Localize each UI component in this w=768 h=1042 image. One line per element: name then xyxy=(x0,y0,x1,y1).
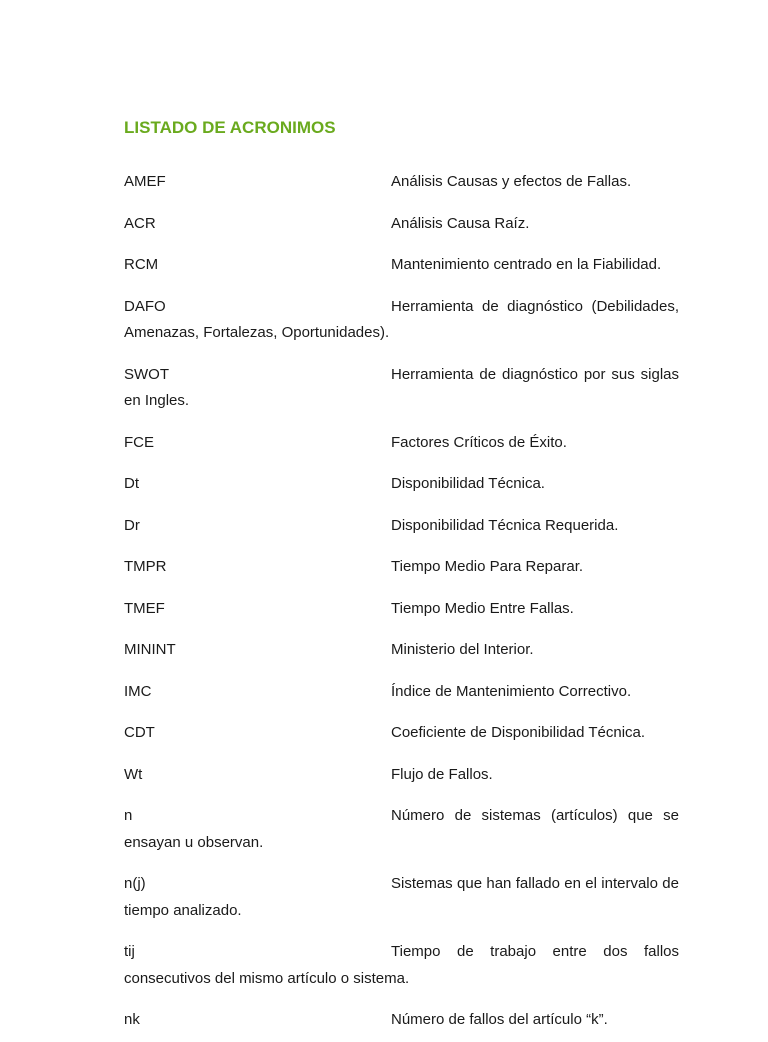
acronym-entry xyxy=(124,362,679,415)
acronym-term: TMEF xyxy=(124,599,165,617)
acronym-term: IMC xyxy=(124,682,152,700)
acronym-term: MININT xyxy=(124,641,176,658)
acronym-definition: Ministerio del Interior. xyxy=(391,641,534,658)
acronym-term: SWOT xyxy=(124,365,169,383)
acronym-term: Dr xyxy=(124,516,140,534)
acronym-entry xyxy=(124,871,679,924)
acronym-term: RCM xyxy=(124,256,159,273)
acronym-definition: Factores Críticos de Éxito. xyxy=(391,433,567,451)
acronym-term: tij xyxy=(124,943,135,960)
acronym-definition: Análisis Causa Raíz. xyxy=(391,214,530,232)
acronym-definition: Disponibilidad Técnica Requerida. xyxy=(391,516,619,534)
acronym-term: Wt xyxy=(124,765,143,783)
acronym-entry xyxy=(124,596,679,623)
acronym-definition: Número de sistemas (artículos) que se ensayan u observan. xyxy=(124,807,679,851)
acronym-definition: Índice de Mantenimiento Correctivo. xyxy=(391,682,632,700)
acronym-entry xyxy=(124,1007,679,1034)
acronym-entry xyxy=(124,762,679,789)
acronym-term: Dt xyxy=(124,475,139,492)
acronym-list xyxy=(124,154,679,1042)
acronym-definition: Tiempo Medio Para Reparar. xyxy=(391,558,584,575)
acronym-term: DAFO xyxy=(124,297,166,315)
acronym-term: n(j) xyxy=(124,875,146,892)
acronym-entry xyxy=(124,637,679,664)
acronym-entry xyxy=(124,169,679,196)
acronym-definition: Flujo de Fallos. xyxy=(391,765,493,783)
acronym-definition: Tiempo de trabajo entre dos fallos consecutivos del mismo artículo o sistema. xyxy=(124,943,679,987)
acronym-term: TMPR xyxy=(124,558,167,575)
acronym-term: nk xyxy=(124,1011,140,1028)
acronym-entry xyxy=(124,430,679,457)
acronym-term: FCE xyxy=(124,433,154,451)
acronym-entry xyxy=(124,803,679,856)
acronym-definition: Tiempo Medio Entre Fallas. xyxy=(391,599,574,617)
page-title: LISTADO DE ACRONIMOS xyxy=(124,118,336,137)
acronym-definition: Herramienta de diagnóstico (Debilidades, Amenazas, Fortalezas, Oportunidades). xyxy=(124,297,679,341)
acronym-entry xyxy=(124,211,679,238)
acronym-definition: Sistemas que han fallado en el intervalo de tiempo analizado. xyxy=(124,875,679,919)
acronym-definition: Herramienta de diagnóstico por sus siglas en Ingles. xyxy=(124,365,679,409)
acronym-term: ACR xyxy=(124,214,156,232)
acronym-entry xyxy=(124,252,679,279)
acronym-entry xyxy=(124,471,679,498)
acronym-definition: Análisis Causas y efectos de Fallas. xyxy=(391,173,632,190)
acronym-definition: Mantenimiento centrado en la Fiabilidad. xyxy=(391,256,662,273)
acronym-definition: Número de fallos del artículo “k”. xyxy=(391,1011,608,1028)
acronym-entry xyxy=(124,513,679,540)
acronym-term: AMEF xyxy=(124,173,166,190)
acronym-entry xyxy=(124,294,679,347)
acronym-entry xyxy=(124,720,679,747)
acronym-term: CDT xyxy=(124,724,155,741)
acronym-entry xyxy=(124,679,679,706)
acronym-entry xyxy=(124,939,679,992)
acronym-definition: Disponibilidad Técnica. xyxy=(391,475,545,492)
acronym-entry xyxy=(124,554,679,581)
acronym-definition: Coeficiente de Disponibilidad Técnica. xyxy=(391,724,646,741)
acronym-term: n xyxy=(124,807,133,824)
